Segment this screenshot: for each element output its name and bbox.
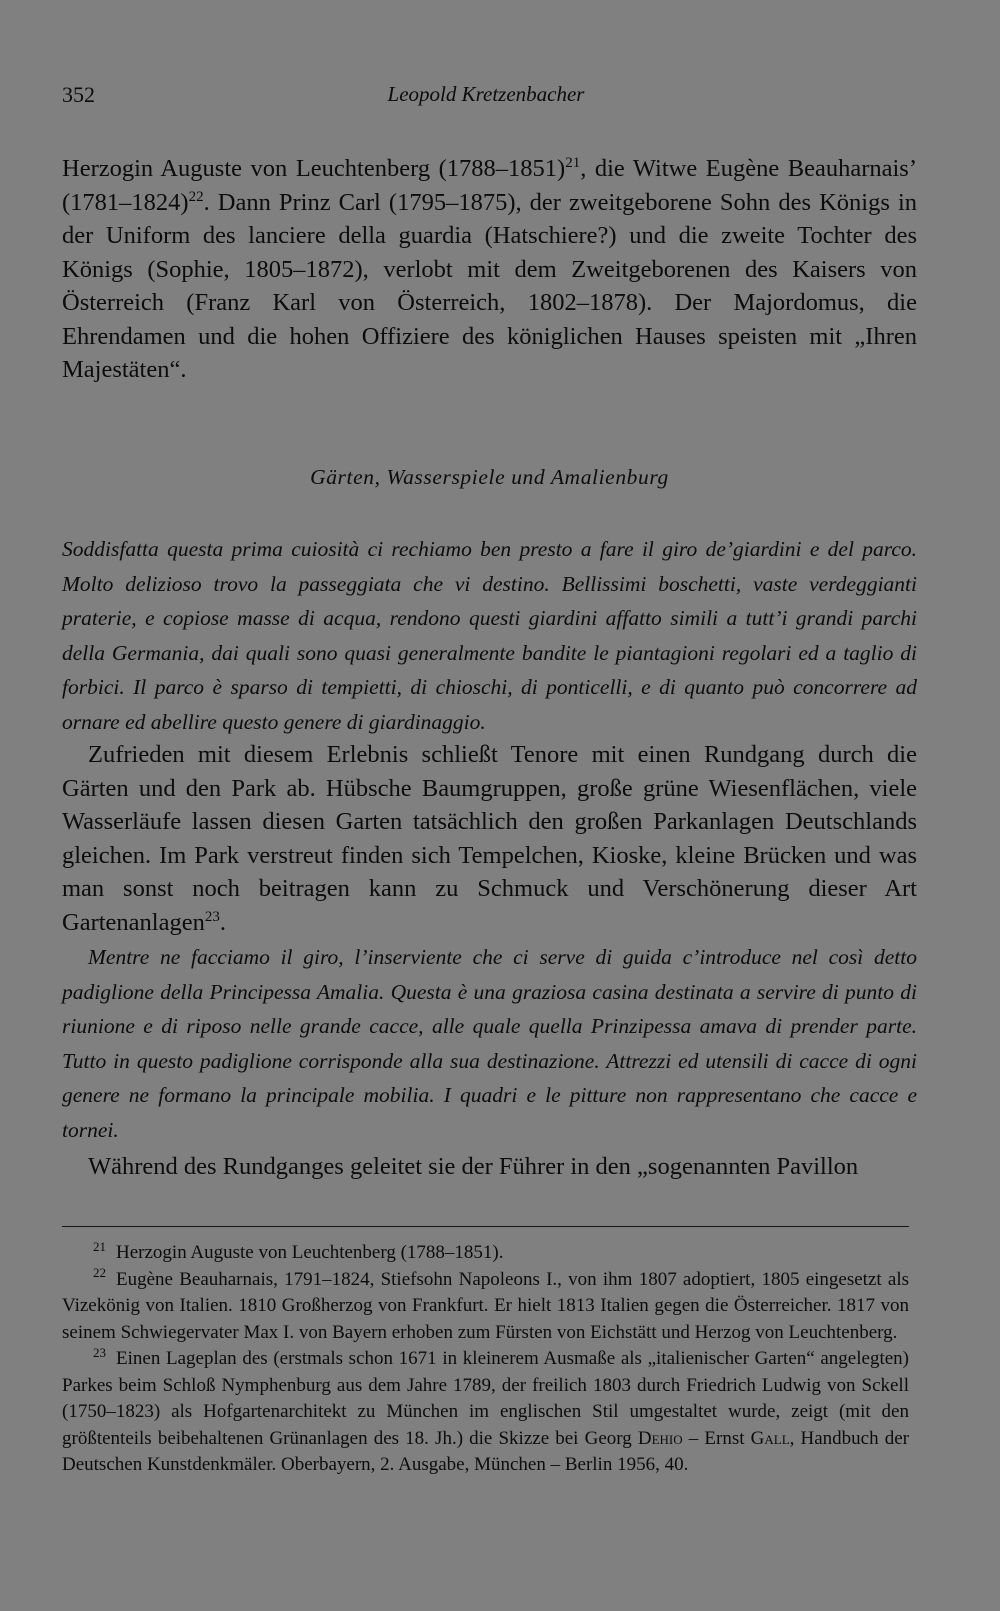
paragraph-text: Herzogin Auguste von Leuchtenberg (1788–1851) [62, 155, 566, 182]
footnote-rule [62, 1226, 909, 1227]
paragraph-continuation [62, 152, 917, 387]
footnote: 23 Einen Lageplan des (erstmals schon 1671 in kleinerem Ausmaße als „italienischer Garten“ angelegten) Parkes beim Schloß Nymphenburg aus dem Jahre 1789, der freilich 1803 durch Friedrich Ludwig von Sckell (1750–1823) als Hofgartenarchitekt zu München im englischen Stil umgestaltet wurde, zeigt (mit den größtenteils beibehaltenen Grünanlagen des 18. Jh.) die Skizze bei Georg Dehio – Ernst Gall, Handbuch der Deutschen Kunstdenkmäler. Oberbayern, 2. Ausgabe, München – Berlin 1956, 40. [62, 1344, 909, 1475]
page-number: 352 [62, 82, 95, 107]
footnote-ref: 21 [565, 154, 581, 171]
paragraph-text: Zufrieden mit diesem Erlebnis schließt Tenore mit einen Rundgang durch die Gärten und den Park ab. Hübsche Baumgruppen, große grüne Wiesenflächen, viele Wasserläufe lassen diesen Garten tatsächlich den großen Parkanlagen Deutschlands gleichen. Im Park verstreut finden sich Tempelchen, Kioske, kleine Brücken und was man sonst noch beitragen kann zu Schmuck und Verschönerung dieser Art Gartenanlagen [62, 741, 917, 936]
footnote-text: , Handbuch der Deutschen Kunstdenkmäler. Oberbayern, 2. Ausgabe, München – Berlin 1956, 40. [62, 1427, 909, 1475]
page-header [62, 82, 910, 116]
footnote-ref: 23 [204, 908, 220, 925]
paragraph [62, 1150, 917, 1184]
author-name: Dehio [637, 1427, 683, 1449]
section-heading: Gärten, Wasserspiele und Amalienburg [310, 465, 669, 489]
footnote-text: Einen Lageplan des (erstmals schon 1671 in kleinerem Ausmaße als „italienischer Garten“ angelegten) Parkes beim Schloß Nymphenburg aus dem Jahre 1789, der freilich 1803 durch Friedrich Ludwig von Sckell (1750–1823) als Hofgartenarchitekt zu München im englischen Stil umgestaltet wurde, zeigt (mit den größtenteils beibehaltenen Grünanlagen des 18. Jh.) die Skizze bei Georg [62, 1348, 909, 1449]
italian-quote [62, 532, 917, 739]
footnotes [62, 1240, 909, 1479]
author-name: Gall [750, 1427, 790, 1449]
footnote-text: – Ernst [682, 1427, 751, 1449]
italian-quote [62, 940, 917, 1147]
paragraph-text: , die Witwe Eugène Beauharnais’ (1781–1824) [62, 155, 917, 216]
paragraph-text: Während des Rundganges geleitet sie der Führer in den „sogenannten Pavillon [88, 1153, 859, 1180]
running-head: Leopold Kretzenbacher [387, 82, 585, 106]
footnote: 22 Eugène Beauharnais, 1791–1824, Stiefsohn Napoleons I., von ihm 1807 adoptiert, 1805 eingesetzt als Vizekönig von Italien. 1810 Großherzog von Frankfurt. Er hielt 1813 Italien gegen die Österreicher. 1817 von seinem Schwiegervater Max I. von Bayern erhoben zum Fürsten von Eichstätt und Herzog von Leuchtenberg. [62, 1265, 909, 1343]
footnote: 21 Herzogin Auguste von Leuchtenberg (1788–1851). [93, 1238, 504, 1263]
quote-text: Mentre ne facciamo il giro, l’inserviente che ci serve di guida c’introduce nel così detto padiglione della Principessa Amalia. Questa è una graziosa casina destinata a servire di punto di riunione e di riposo nelle grande cacce, alle quale quella Prinzipessa amava di prender parte. Tutto in questo padiglione corrisponde alla sua destinazione. Attrezzi ed utensili di cacce di ogni genere ne formano la principale mobilia. I quadri e le pitture non rappresentano che cacce e tornei. [62, 945, 917, 1142]
paragraph [62, 738, 917, 939]
footnote-text: Eugène Beauharnais, 1791–1824, Stiefsohn Napoleons I., von ihm 1807 adoptiert, 1805 eingesetzt als Vizekönig von Italien. 1810 Großherzog von Frankfurt. Er hielt 1813 Italien gegen die Österreicher. 1817 von seinem Schwiegervater Max I. von Bayern erhoben zum Fürsten von Eichstätt und Herzog von Leuchtenberg. [62, 1268, 909, 1343]
footnote-ref: 22 [188, 188, 204, 205]
paragraph-end: . [219, 908, 226, 936]
footnote-text: Herzogin Auguste von Leuchtenberg (1788–1851). [116, 1242, 504, 1263]
quote-text: Soddisfatta questa prima cuiosità ci rechiamo ben presto a fare il giro de’giardini e del parco. Molto delizioso trovo la passeggiata che vi destino. Bellissimi boschetti, vaste verdeggianti praterie, e copiose masse di acqua, rendono questi giardini affatto simili a tutt’i grandi parchi della Germania, dai quali sono quasi generalmente bandite le piantagioni regolari ed a taglio di forbici. Il parco è sparso di tempietti, di chioschi, di ponticelli, e di quanto può concorrere ad ornare ed abellire questo genere di giardinaggio. [62, 537, 917, 734]
paragraph-text: . Dann Prinz Carl (1795–1875), der zweitgeborene Sohn des Königs in der Uniform des lanciere della guardia (Hatschiere?) und die zweite Tochter des Königs (Sophie, 1805–1872), verlobt mit dem Zweitgeborenen des Kaisers von Österreich (Franz Karl von Österreich, 1802–1878). Der Majordomus, die Ehrendamen und die hohen Offiziere des königlichen Hauses speisten mit „Ihren Majestäten“. [62, 188, 917, 383]
